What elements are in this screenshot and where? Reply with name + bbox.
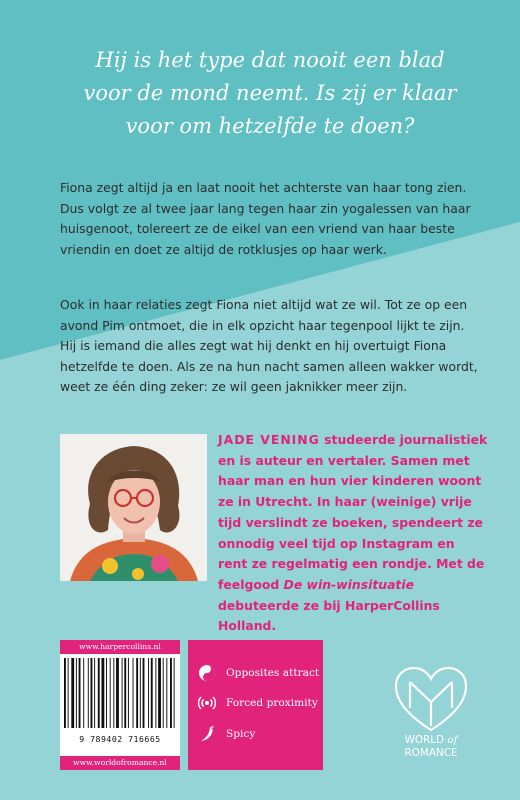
trope-panel <box>188 640 323 770</box>
trope-label: Opposites attract <box>226 667 320 679</box>
logo-text <box>392 734 470 760</box>
chili-pepper-icon <box>198 725 216 743</box>
heart-logo-icon <box>392 664 470 734</box>
author-photo <box>60 434 207 581</box>
author-bio <box>218 430 488 637</box>
tagline-line: Hij is het type dat nooit een blad <box>95 48 445 72</box>
book-title: De win-winsituatie <box>283 576 415 592</box>
logo-world: WORLD <box>404 734 448 746</box>
imprint-url: www.worldofromance.nl <box>60 756 180 770</box>
tagline-line: voor de mond neemt. Is zij er klaar <box>83 81 457 105</box>
tagline-line: voor om hetzelfde te doen? <box>125 114 415 138</box>
author-bio-text: studeerde journalistiek en is auteur en vertaler. Samen met haar man en hun vier kinderen woont ze in Utrecht. In haar (weinige) vrije tijd verslindt ze boeken, spendeert ze onnodig veel tijd op Instagram en rent ze regelmatig een rondje. Met de feelgood <box>218 432 488 592</box>
tagline <box>60 44 480 143</box>
author-name: JADE VENING <box>218 432 320 447</box>
isbn-number: 9 789402 716665 <box>79 734 161 744</box>
trope-label: Spicy <box>226 728 256 740</box>
logo-of: of <box>447 734 458 746</box>
barcode <box>64 658 176 728</box>
trope-item <box>198 664 319 682</box>
trope-item <box>198 694 318 712</box>
yin-yang-icon <box>198 664 216 682</box>
publisher-url: www.harpercollins.nl <box>60 640 180 654</box>
signal-waves-icon <box>198 694 216 712</box>
blurb-paragraph-1: Fiona zegt altijd ja en laat nooit het achterste van haar tong zien. Dus volgt ze al twee jaar lang tegen haar zin yogalessen van haar huisgenoot, tolereert ze de eikel van een vriend van haar beste vriendin en doet ze altijd de rotklusjes op haar werk. <box>60 180 471 257</box>
trope-item <box>198 725 255 743</box>
blurb-paragraph-2: Ook in haar relaties zegt Fiona niet altijd wat ze wil. Tot ze op een avond Pim ontmoet, die in elk opzicht haar tegenpool lijkt te zijn. Hij is iemand die alles zegt wat hij denkt en hij overtuigt Fiona hetzelfde te doen. Als ze na hun nacht samen alleen wakker wordt, weet ze één ding zeker: ze wil geen jaknikker meer zijn. <box>60 297 478 394</box>
trope-label: Forced proximity <box>226 697 318 709</box>
world-of-romance-logo <box>392 664 470 774</box>
logo-romance: ROMANCE <box>404 747 458 759</box>
barcode-block <box>60 640 180 770</box>
author-bio-text-end: debuteerde ze bij HarperCollins Holland. <box>218 597 440 634</box>
